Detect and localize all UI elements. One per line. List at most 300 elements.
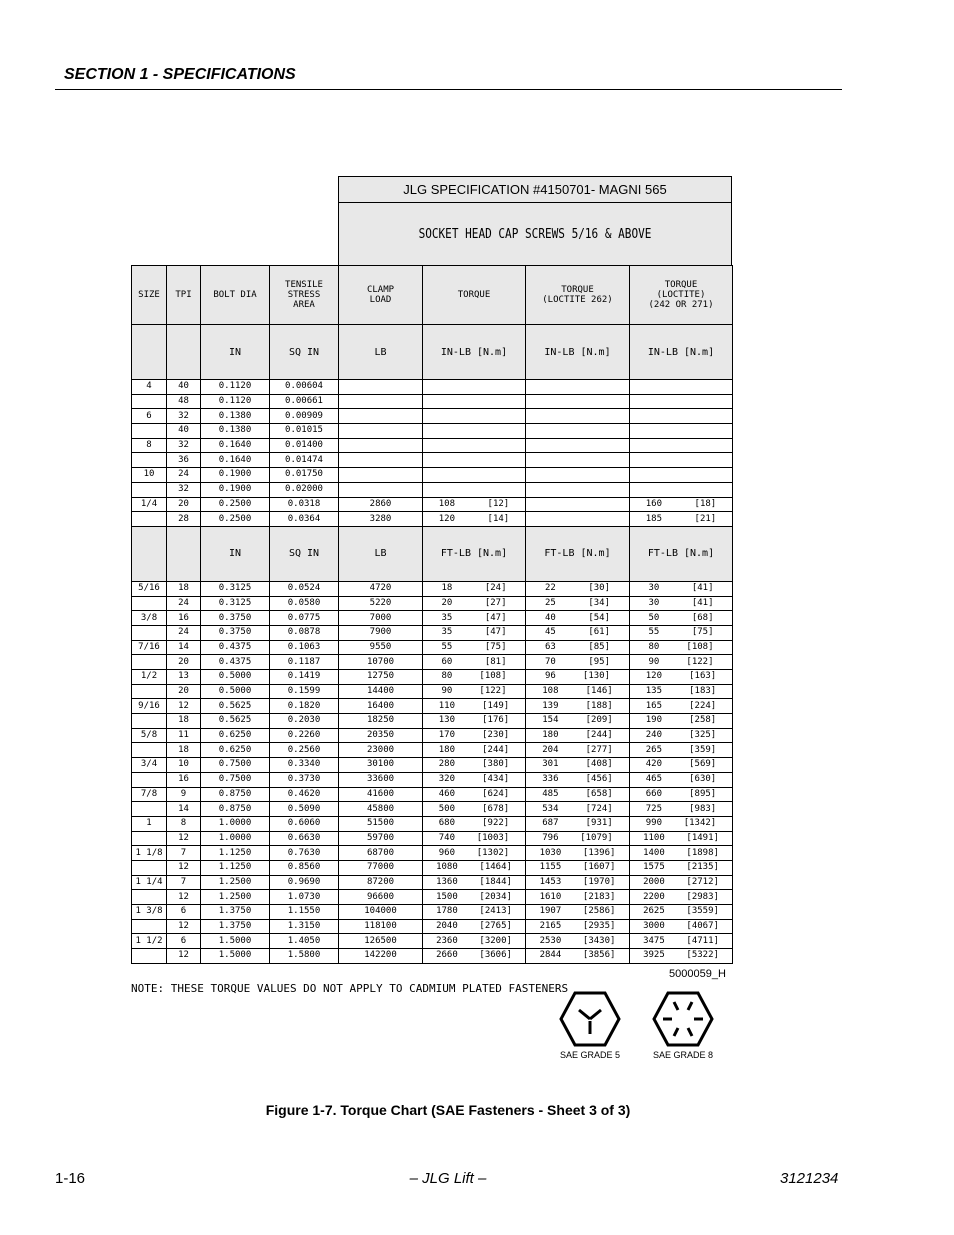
grade-8-label: SAE GRADE 8 xyxy=(652,1050,714,1060)
header-rule xyxy=(55,89,842,90)
table-cell: 40 xyxy=(167,424,201,439)
table-cell: 139 [188] xyxy=(526,699,630,714)
units-row-inlb xyxy=(132,325,733,380)
table-cell xyxy=(339,482,423,497)
table-cell: 0.1380 xyxy=(201,409,270,424)
table-cell: 0.4375 xyxy=(201,640,270,655)
table-cell: 12 xyxy=(167,831,201,846)
table-cell: 420 [569] xyxy=(630,758,733,773)
table-cell xyxy=(132,512,167,527)
table-cell: 0.3125 xyxy=(201,596,270,611)
table-cell: 3925 [5322] xyxy=(630,949,733,964)
table-cell: 1 1/8 xyxy=(132,846,167,861)
table-cell: 3/4 xyxy=(132,758,167,773)
table-cell: 1.5000 xyxy=(201,949,270,964)
table-cell xyxy=(526,394,630,409)
table-cell: 9/16 xyxy=(132,699,167,714)
table-cell: 142200 xyxy=(339,949,423,964)
table-cell: 0.1187 xyxy=(270,655,339,670)
table-cell: 135 [183] xyxy=(630,684,733,699)
table-row xyxy=(132,714,733,729)
table-cell: 18 xyxy=(167,714,201,729)
table-cell: 12 xyxy=(167,699,201,714)
table-cell: 90 [122] xyxy=(423,684,526,699)
table-cell: 12 xyxy=(167,860,201,875)
spec-header-box xyxy=(338,176,732,267)
table-cell: 2000 [2712] xyxy=(630,875,733,890)
table-cell: 28 xyxy=(167,512,201,527)
table-row xyxy=(132,772,733,787)
table-cell: 7900 xyxy=(339,625,423,640)
table-cell xyxy=(630,409,733,424)
table-cell: 90 [122] xyxy=(630,655,733,670)
table-cell: 55 [75] xyxy=(630,625,733,640)
table-cell: 687 [931] xyxy=(526,816,630,831)
table-cell: 1360 [1844] xyxy=(423,875,526,890)
table-cell: 0.1120 xyxy=(201,394,270,409)
table-cell xyxy=(526,453,630,468)
table-row xyxy=(132,949,733,964)
table-row xyxy=(132,438,733,453)
table-cell: 1400 [1898] xyxy=(630,846,733,861)
table-cell: 87200 xyxy=(339,875,423,890)
table-cell xyxy=(132,890,167,905)
table-cell: 80 [108] xyxy=(423,670,526,685)
table-cell xyxy=(526,438,630,453)
table-cell: 120 [163] xyxy=(630,670,733,685)
table-row xyxy=(132,890,733,905)
table-cell xyxy=(423,468,526,483)
table-cell: FT-LB [N.m] xyxy=(630,526,733,581)
table-cell: 0.6060 xyxy=(270,816,339,831)
table-cell: 0.8750 xyxy=(201,802,270,817)
spec-subtitle: SOCKET HEAD CAP SCREWS 5/16 & ABOVE xyxy=(418,227,652,242)
table-cell: 18 [24] xyxy=(423,581,526,596)
table-cell xyxy=(132,596,167,611)
table-cell xyxy=(132,802,167,817)
table-cell: 1 xyxy=(132,816,167,831)
table-cell: 23000 xyxy=(339,743,423,758)
table-cell: 1500 [2034] xyxy=(423,890,526,905)
table-cell: 1.0730 xyxy=(270,890,339,905)
table-cell: 0.02000 xyxy=(270,482,339,497)
table-row xyxy=(132,409,733,424)
table-cell: 680 [922] xyxy=(423,816,526,831)
table-cell: IN-LB [N.m] xyxy=(423,325,526,380)
sae-grade-8 xyxy=(648,990,718,1060)
table-cell: 32 xyxy=(167,409,201,424)
table-cell: IN-LB [N.m] xyxy=(630,325,733,380)
table-cell: 0.6630 xyxy=(270,831,339,846)
table-cell: 0.3340 xyxy=(270,758,339,773)
table-cell: 0.2560 xyxy=(270,743,339,758)
table-row xyxy=(132,655,733,670)
table-cell: 10 xyxy=(132,468,167,483)
table-cell xyxy=(630,380,733,395)
table-cell: 35 [47] xyxy=(423,611,526,626)
table-cell: 16400 xyxy=(339,699,423,714)
table-cell: 1.1250 xyxy=(201,860,270,875)
table-cell: 6 xyxy=(167,934,201,949)
table-cell xyxy=(339,380,423,395)
table-cell: 10700 xyxy=(339,655,423,670)
table-cell: 0.1120 xyxy=(201,380,270,395)
table-cell xyxy=(526,482,630,497)
figure-caption: Figure 1-7. Torque Chart (SAE Fasteners - Sheet 3 of 3) xyxy=(265,1102,631,1118)
table-row xyxy=(132,802,733,817)
table-cell: 0.01474 xyxy=(270,453,339,468)
table-cell: 0.5625 xyxy=(201,714,270,729)
table-cell: 4720 xyxy=(339,581,423,596)
table-cell: 16 xyxy=(167,772,201,787)
table-cell xyxy=(526,497,630,512)
table-cell: 130 [176] xyxy=(423,714,526,729)
table-cell: 280 [380] xyxy=(423,758,526,773)
table-cell: 465 [630] xyxy=(630,772,733,787)
table-cell: 1.5800 xyxy=(270,949,339,964)
table-cell: LB xyxy=(339,325,423,380)
table-cell: 12 xyxy=(167,919,201,934)
table-cell: TORQUE (LOCTITE) (242 OR 271) xyxy=(630,266,733,325)
table-cell: 725 [983] xyxy=(630,802,733,817)
table-cell: 534 [724] xyxy=(526,802,630,817)
footer-doc-number: 3121234 xyxy=(780,1170,839,1187)
table-cell xyxy=(423,453,526,468)
footer-page-number: 1-16 xyxy=(55,1170,86,1187)
table-cell: 1.3750 xyxy=(201,905,270,920)
table-cell: 8 xyxy=(132,438,167,453)
table-cell: 1.2500 xyxy=(201,875,270,890)
table-cell: 204 [277] xyxy=(526,743,630,758)
table-cell: 16 xyxy=(167,611,201,626)
spec-title: JLG SPECIFICATION #4150701- MAGNI 565 xyxy=(339,177,731,203)
table-row xyxy=(132,497,733,512)
table-cell: 0.1900 xyxy=(201,482,270,497)
table-cell: 0.3750 xyxy=(201,625,270,640)
table-cell xyxy=(132,424,167,439)
table-row xyxy=(132,670,733,685)
table-row xyxy=(132,905,733,920)
table-cell: 2200 [2983] xyxy=(630,890,733,905)
table-cell: IN xyxy=(201,325,270,380)
table-cell: 0.00661 xyxy=(270,394,339,409)
table-cell: SQ IN xyxy=(270,526,339,581)
table-cell: 24 xyxy=(167,468,201,483)
table-cell xyxy=(132,526,167,581)
table-row xyxy=(132,424,733,439)
table-cell: 0.0524 xyxy=(270,581,339,596)
table-cell: 154 [209] xyxy=(526,714,630,729)
table-cell xyxy=(167,526,201,581)
table-cell: 1.4050 xyxy=(270,934,339,949)
table-cell: 25 [34] xyxy=(526,596,630,611)
table-row xyxy=(132,758,733,773)
table-cell: 0.01750 xyxy=(270,468,339,483)
table-cell: 1100 [1491] xyxy=(630,831,733,846)
table-cell: 10 xyxy=(167,758,201,773)
table-cell: 0.0364 xyxy=(270,512,339,527)
table-cell xyxy=(132,453,167,468)
table-cell: 9550 xyxy=(339,640,423,655)
table-cell: 0.1380 xyxy=(201,424,270,439)
note-text: NOTE: THESE TORQUE VALUES DO NOT APPLY TO CADMIUM PLATED FASTENERS xyxy=(131,982,569,995)
table-cell: 5/8 xyxy=(132,728,167,743)
table-cell: SIZE xyxy=(132,266,167,325)
table-cell: 7 xyxy=(167,875,201,890)
table-cell xyxy=(132,625,167,640)
table-cell: 2660 [3606] xyxy=(423,949,526,964)
table-cell: 108 [12] xyxy=(423,497,526,512)
table-cell: 0.1900 xyxy=(201,468,270,483)
table-cell: LB xyxy=(339,526,423,581)
table-cell: 0.0878 xyxy=(270,625,339,640)
table-cell: 118100 xyxy=(339,919,423,934)
table-cell: 30 [41] xyxy=(630,596,733,611)
table-cell: TPI xyxy=(167,266,201,325)
table-cell: 13 xyxy=(167,670,201,685)
table-cell xyxy=(167,325,201,380)
table-cell: 1780 [2413] xyxy=(423,905,526,920)
table-cell: 51500 xyxy=(339,816,423,831)
table-cell: 0.1063 xyxy=(270,640,339,655)
table-cell: 4 xyxy=(132,380,167,395)
table-cell: 1 1/4 xyxy=(132,875,167,890)
table-cell: 336 [456] xyxy=(526,772,630,787)
table-cell: 59700 xyxy=(339,831,423,846)
table-cell: 485 [658] xyxy=(526,787,630,802)
footer-center: – JLG Lift – xyxy=(409,1170,487,1187)
table-cell: 48 xyxy=(167,394,201,409)
table-cell: 0.2500 xyxy=(201,512,270,527)
table-cell: 0.7500 xyxy=(201,772,270,787)
table-cell: 2360 [3200] xyxy=(423,934,526,949)
table-cell: 45800 xyxy=(339,802,423,817)
table-cell: 14400 xyxy=(339,684,423,699)
table-cell: 12750 xyxy=(339,670,423,685)
table-cell xyxy=(630,424,733,439)
table-cell: 2165 [2935] xyxy=(526,919,630,934)
table-cell xyxy=(132,684,167,699)
table-cell: 0.1820 xyxy=(270,699,339,714)
table-cell: 9 xyxy=(167,787,201,802)
table-row xyxy=(132,684,733,699)
table-cell: TORQUE (LOCTITE 262) xyxy=(526,266,630,325)
table-cell: 180 [244] xyxy=(526,728,630,743)
table-cell: 3000 [4067] xyxy=(630,919,733,934)
table-cell: 0.6250 xyxy=(201,728,270,743)
table-cell: 3475 [4711] xyxy=(630,934,733,949)
table-cell: CLAMP LOAD xyxy=(339,266,423,325)
table-cell: 740 [1003] xyxy=(423,831,526,846)
table-row xyxy=(132,699,733,714)
table-cell: 30 [41] xyxy=(630,581,733,596)
table-cell: 1.0000 xyxy=(201,831,270,846)
table-cell: 0.00604 xyxy=(270,380,339,395)
table-cell xyxy=(630,482,733,497)
table-cell: 240 [325] xyxy=(630,728,733,743)
table-cell: 1907 [2586] xyxy=(526,905,630,920)
table-cell xyxy=(630,438,733,453)
table-cell: 500 [678] xyxy=(423,802,526,817)
table-cell xyxy=(339,409,423,424)
table-cell xyxy=(630,453,733,468)
table-cell: 1.5000 xyxy=(201,934,270,949)
table-row xyxy=(132,625,733,640)
table-cell: 2844 [3856] xyxy=(526,949,630,964)
table-cell: 165 [224] xyxy=(630,699,733,714)
table-cell xyxy=(423,394,526,409)
table-cell: 1.3750 xyxy=(201,919,270,934)
table-cell: 1.3150 xyxy=(270,919,339,934)
table-cell: 1.2500 xyxy=(201,890,270,905)
table-cell: 110 [149] xyxy=(423,699,526,714)
table-cell: 0.8750 xyxy=(201,787,270,802)
table-cell: 22 [30] xyxy=(526,581,630,596)
table-cell xyxy=(526,409,630,424)
table-cell: 3280 xyxy=(339,512,423,527)
table-cell: 460 [624] xyxy=(423,787,526,802)
table-cell: 20350 xyxy=(339,728,423,743)
table-cell: 7/8 xyxy=(132,787,167,802)
table-cell: 660 [895] xyxy=(630,787,733,802)
table-cell xyxy=(423,482,526,497)
table-row xyxy=(132,919,733,934)
table-cell: 301 [408] xyxy=(526,758,630,773)
figure-number: 5000059_H xyxy=(669,968,726,980)
table-cell xyxy=(132,655,167,670)
table-row xyxy=(132,728,733,743)
table-cell: 3/8 xyxy=(132,611,167,626)
table-cell: 80 [108] xyxy=(630,640,733,655)
table-cell: 63 [85] xyxy=(526,640,630,655)
table-cell: 32 xyxy=(167,482,201,497)
table-cell: FT-LB [N.m] xyxy=(526,526,630,581)
table-cell: 1.1250 xyxy=(201,846,270,861)
table-row xyxy=(132,875,733,890)
table-cell: 0.2260 xyxy=(270,728,339,743)
table-cell: 0.6250 xyxy=(201,743,270,758)
table-cell xyxy=(132,714,167,729)
table-cell: 1 3/8 xyxy=(132,905,167,920)
table-cell: IN xyxy=(201,526,270,581)
table-cell: 0.2500 xyxy=(201,497,270,512)
table-cell: 40 xyxy=(167,380,201,395)
grade-5-label: SAE GRADE 5 xyxy=(559,1050,621,1060)
table-cell xyxy=(339,394,423,409)
table-cell: 0.1640 xyxy=(201,438,270,453)
table-row xyxy=(132,934,733,949)
table-cell: 7000 xyxy=(339,611,423,626)
table-cell xyxy=(132,919,167,934)
table-cell: 96600 xyxy=(339,890,423,905)
table-cell: 160 [18] xyxy=(630,497,733,512)
table-cell: 41600 xyxy=(339,787,423,802)
units-row-ftlb xyxy=(132,526,733,581)
table-cell: 60 [81] xyxy=(423,655,526,670)
table-cell: 50 [68] xyxy=(630,611,733,626)
table-cell: 990 [1342] xyxy=(630,816,733,831)
table-cell xyxy=(132,325,167,380)
table-cell: 8 xyxy=(167,816,201,831)
table-cell: 0.4620 xyxy=(270,787,339,802)
table-cell: TORQUE xyxy=(423,266,526,325)
table-cell: 190 [258] xyxy=(630,714,733,729)
table-cell: 320 [434] xyxy=(423,772,526,787)
table-cell: 24 xyxy=(167,596,201,611)
table-cell: 0.5625 xyxy=(201,699,270,714)
table-row xyxy=(132,380,733,395)
table-cell xyxy=(132,831,167,846)
table-cell: 2040 [2765] xyxy=(423,919,526,934)
table-cell: 96 [130] xyxy=(526,670,630,685)
table-cell: 7 xyxy=(167,846,201,861)
table-cell: 0.00909 xyxy=(270,409,339,424)
table-cell: 20 [27] xyxy=(423,596,526,611)
table-cell xyxy=(526,424,630,439)
table-cell: 120 [14] xyxy=(423,512,526,527)
table-row xyxy=(132,596,733,611)
table-cell: 55 [75] xyxy=(423,640,526,655)
table-cell: 6 xyxy=(132,409,167,424)
table-cell: 0.5090 xyxy=(270,802,339,817)
grade-8-bolt-head-icon xyxy=(652,990,714,1048)
table-cell: 1.1550 xyxy=(270,905,339,920)
table-cell: 0.8560 xyxy=(270,860,339,875)
section-title: SECTION 1 - SPECIFICATIONS xyxy=(64,66,296,83)
table-row xyxy=(132,846,733,861)
table-cell: 0.3750 xyxy=(201,611,270,626)
table-cell: 1.0000 xyxy=(201,816,270,831)
table-cell xyxy=(526,468,630,483)
grade-5-bolt-head-icon xyxy=(559,990,621,1048)
table-cell: 2625 [3559] xyxy=(630,905,733,920)
table-cell: 12 xyxy=(167,949,201,964)
table-cell: 36 xyxy=(167,453,201,468)
table-cell: 0.9690 xyxy=(270,875,339,890)
table-cell xyxy=(423,438,526,453)
table-cell: 70 [95] xyxy=(526,655,630,670)
table-cell: SQ IN xyxy=(270,325,339,380)
table-cell: 30100 xyxy=(339,758,423,773)
table-cell: 0.0318 xyxy=(270,497,339,512)
table-cell: 185 [21] xyxy=(630,512,733,527)
table-cell: 170 [230] xyxy=(423,728,526,743)
table-cell xyxy=(132,482,167,497)
table-cell: 265 [359] xyxy=(630,743,733,758)
table-cell: 796 [1079] xyxy=(526,831,630,846)
table-cell: 35 [47] xyxy=(423,625,526,640)
table-cell: TENSILE STRESS AREA xyxy=(270,266,339,325)
column-header-row xyxy=(132,266,733,325)
table-cell: BOLT DIA xyxy=(201,266,270,325)
table-cell: 0.7500 xyxy=(201,758,270,773)
table-cell: 1610 [2183] xyxy=(526,890,630,905)
table-cell: 11 xyxy=(167,728,201,743)
table-cell xyxy=(630,468,733,483)
table-cell: 0.0580 xyxy=(270,596,339,611)
table-cell: 18250 xyxy=(339,714,423,729)
table-cell: 24 xyxy=(167,625,201,640)
table-cell xyxy=(132,772,167,787)
table-row xyxy=(132,640,733,655)
table-cell: 1 1/2 xyxy=(132,934,167,949)
table-cell: 7/16 xyxy=(132,640,167,655)
table-cell: 18 xyxy=(167,743,201,758)
table-cell xyxy=(132,743,167,758)
table-cell: 1575 [2135] xyxy=(630,860,733,875)
table-cell: 1/4 xyxy=(132,497,167,512)
table-row xyxy=(132,482,733,497)
